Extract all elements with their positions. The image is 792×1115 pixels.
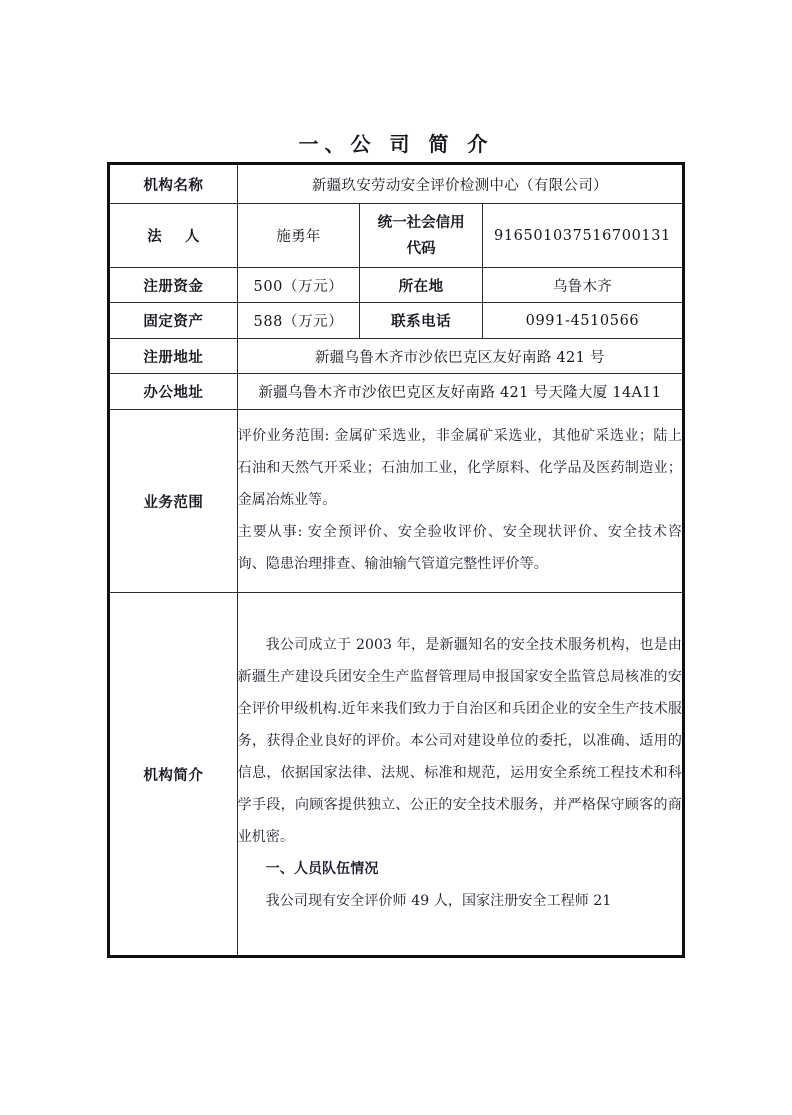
label-location: 所在地	[360, 268, 483, 303]
value-credit-code: 916501037516700131	[482, 204, 683, 268]
label-business-scope: 业务范围	[109, 410, 238, 593]
label-legal-person: 法 人	[109, 204, 238, 268]
label-credit-code	[360, 204, 483, 268]
table-row	[109, 593, 684, 957]
page-title: 一、公 司 简 介	[298, 132, 494, 156]
label-phone: 联系电话	[360, 303, 483, 339]
label-office-address: 办公地址	[109, 374, 238, 410]
value-registered-capital: 500（万元）	[237, 268, 360, 303]
value-fixed-assets: 588（万元）	[237, 303, 360, 339]
table-row	[109, 374, 684, 410]
value-location: 乌鲁木齐	[482, 268, 683, 303]
business-scope-paragraph-1: 评价业务范围: 金属矿采选业，非金属矿采选业，其他矿采选业；陆上石油和天然气开采业；石油加工业，化学原料、化学品及医药制造业；金属冶炼业等。	[237, 428, 682, 509]
table-row	[109, 339, 684, 374]
value-registered-address: 新疆乌鲁木齐市沙依巴克区友好南路 421 号	[237, 339, 683, 374]
value-org-profile	[237, 593, 683, 957]
value-business-scope	[237, 410, 683, 593]
company-info-table	[107, 162, 685, 958]
value-phone: 0991-4510566	[482, 303, 683, 339]
business-scope-paragraph-2: 主要从事: 安全预评价、安全验收评价、安全现状评价、安全技术咨询、隐患治理排查、输油输气管道完整性评价等。	[237, 523, 682, 572]
table-row	[109, 410, 684, 593]
value-office-address: 新疆乌鲁木齐市沙依巴克区友好南路 421 号天隆大厦 14A11	[237, 374, 683, 410]
table-row	[109, 204, 684, 268]
label-org-profile: 机构简介	[109, 593, 238, 957]
table-row	[109, 164, 684, 204]
org-profile-paragraph-1: 我公司成立于 2003 年，是新疆知名的安全技术服务机构，也是由新疆生产建设兵团安全生产监督管理局申报国家安全监管总局核准的安全评价甲级机构.近年来我们致力于自治区和兵团企业的安全生产技术服务，获得企业良好的评价。本公司对建设单位的委托，以准确、适用的信息，依据国家法律、法规、标准和规范，运用安全系统工程技术和科学手段，向顾客提供独立、公正的安全技术服务，并严格保守顾客的商业机密。	[237, 637, 682, 845]
org-profile-paragraph-2: 我公司现有安全评价师 49 人，国家注册安全工程师 21	[265, 892, 612, 909]
value-org-name: 新疆玖安劳动安全评价检测中心（有限公司）	[237, 164, 683, 204]
label-registered-capital: 注册资金	[109, 268, 238, 303]
label-credit-code-line2: 代码	[406, 239, 436, 257]
table-row	[109, 303, 684, 339]
label-registered-address: 注册地址	[109, 339, 238, 374]
table-row	[109, 268, 684, 303]
label-org-name: 机构名称	[109, 164, 238, 204]
org-profile-subheading: 一、人员队伍情况	[265, 860, 379, 877]
label-credit-code-line1: 统一社会信用	[377, 214, 465, 232]
label-fixed-assets: 固定资产	[109, 303, 238, 339]
value-legal-person: 施勇年	[237, 204, 360, 268]
